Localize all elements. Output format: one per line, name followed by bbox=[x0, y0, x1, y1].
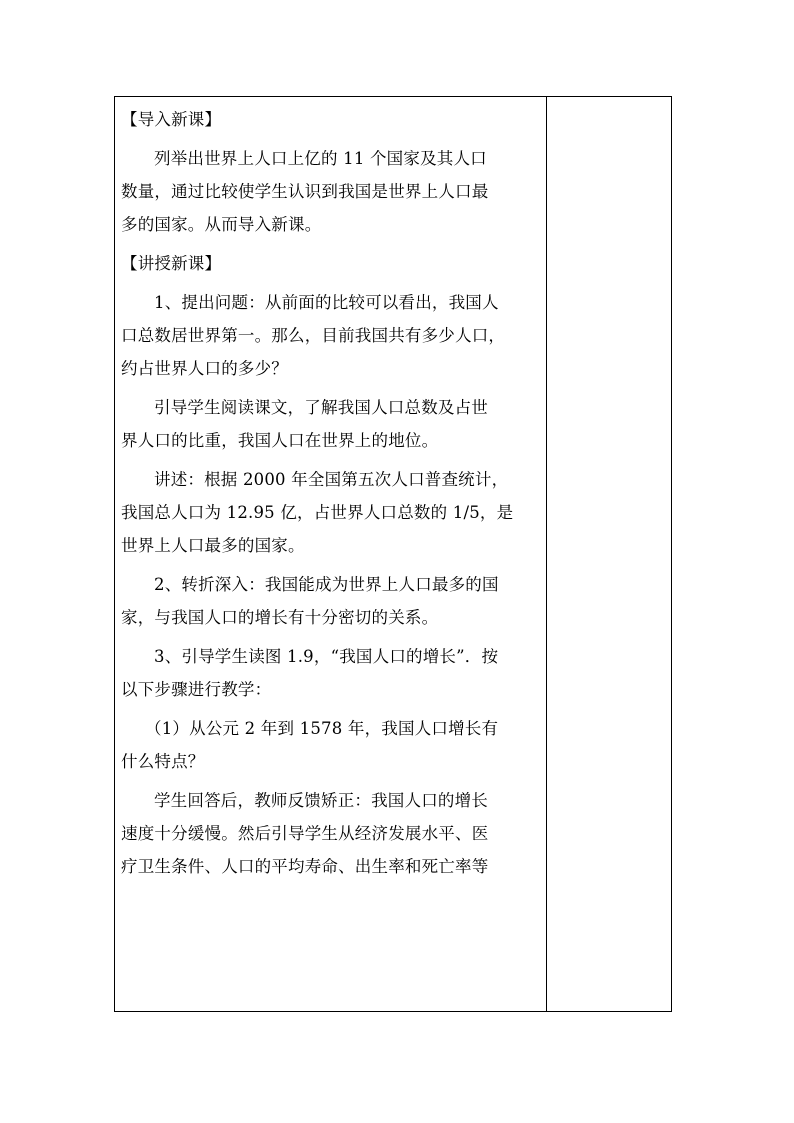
text-line: 列举出世界上人口上亿的 11 个国家及其人口 bbox=[154, 149, 487, 168]
text-line: 学生回答后，教师反馈矫正：我国人口的增长 bbox=[154, 791, 488, 810]
section-heading: 【讲授新课】 bbox=[121, 254, 222, 273]
text-line: 多的国家。从而导入新课。 bbox=[121, 215, 322, 234]
text-line: 以下步骤进行教学： bbox=[121, 680, 272, 699]
paragraph-intro-body bbox=[121, 142, 540, 241]
paragraph-step-1 bbox=[121, 712, 540, 778]
text-line: 什么特点？ bbox=[121, 752, 205, 771]
paragraph-heading-intro bbox=[121, 103, 540, 136]
paragraph-turn-2 bbox=[121, 568, 540, 634]
text-line: 引导学生阅读课文，了解我国人口总数及占世 bbox=[154, 398, 488, 417]
text-line: 1、提出问题：从前面的比较可以看出，我国人 bbox=[154, 293, 499, 312]
text-line: 世界上人口最多的国家。 bbox=[121, 536, 305, 555]
text-line: 2、转折深入：我国能成为世界上人口最多的国 bbox=[154, 575, 499, 594]
text-line: 速度十分缓慢。然后引导学生从经济发展水平、医 bbox=[121, 824, 489, 843]
lesson-content-cell bbox=[115, 97, 546, 1011]
notes-cell bbox=[547, 97, 671, 1011]
text-line: 家，与我国人口的增长有十分密切的关系。 bbox=[121, 608, 439, 627]
section-heading: 【导入新课】 bbox=[121, 110, 222, 129]
text-line: 讲述：根据 2000 年全国第五次人口普查统计， bbox=[154, 470, 509, 489]
paragraph-guide-read bbox=[121, 391, 540, 457]
text-line: （1）从公元 2 年到 1578 年，我国人口增长有 bbox=[145, 719, 499, 738]
paragraph-answer bbox=[121, 784, 540, 883]
text-line: 3、引导学生读图 1.9，“我国人口的增长”．按 bbox=[154, 647, 499, 666]
paragraph-heading-teach bbox=[121, 247, 540, 280]
lesson-plan-table bbox=[114, 96, 672, 1012]
paragraph-question-1 bbox=[121, 286, 540, 385]
text-line: 疗卫生条件、人口的平均寿命、出生率和死亡率等 bbox=[121, 857, 489, 876]
text-line: 口总数居世界第一。那么，目前我国共有多少人口， bbox=[121, 326, 506, 345]
text-line: 约占世界人口的多少？ bbox=[121, 359, 288, 378]
text-line: 界人口的比重，我国人口在世界上的地位。 bbox=[121, 431, 439, 450]
text-line: 数量，通过比较使学生认识到我国是世界上人口最 bbox=[121, 182, 489, 201]
paragraph-guide-3 bbox=[121, 640, 540, 706]
paragraph-narration bbox=[121, 463, 540, 562]
text-line: 我国总人口为 12.95 亿，占世界人口总数的 1/5，是 bbox=[121, 503, 514, 522]
